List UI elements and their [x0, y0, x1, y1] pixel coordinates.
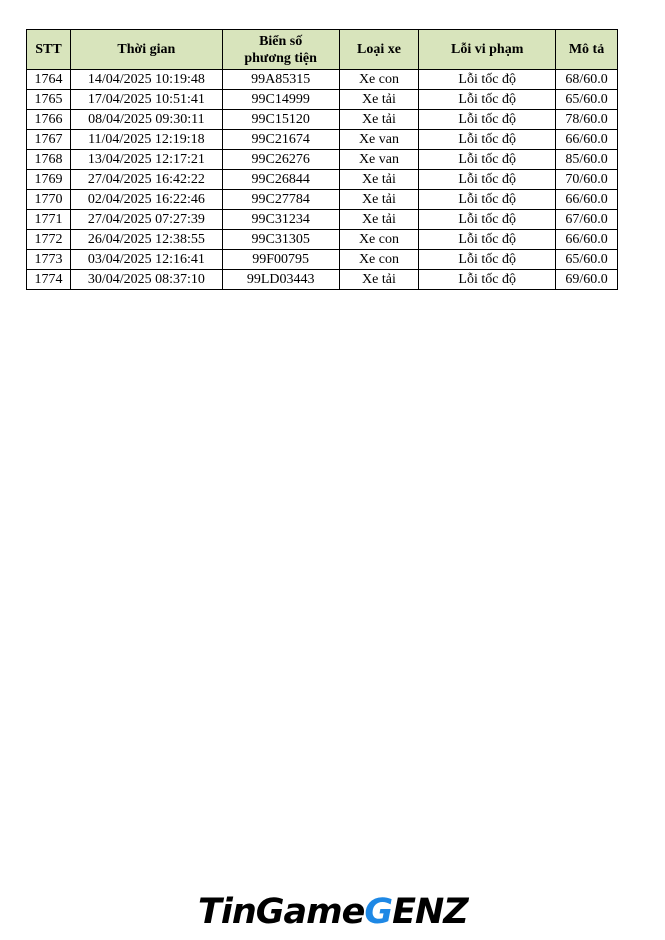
cell-vehicle-type: Xe con: [339, 250, 419, 270]
cell-plate: 99C31234: [222, 210, 339, 230]
cell-vehicle-type: Xe tải: [339, 170, 419, 190]
cell-stt: 1773: [27, 250, 71, 270]
cell-time: 03/04/2025 12:16:41: [70, 250, 222, 270]
cell-plate: 99LD03443: [222, 270, 339, 290]
cell-violation: Lỗi tốc độ: [419, 130, 556, 150]
cell-vehicle-type: Xe van: [339, 130, 419, 150]
cell-vehicle-type: Xe tải: [339, 190, 419, 210]
column-header-violation: Lỗi vi phạm: [419, 30, 556, 70]
violations-table: [26, 29, 618, 290]
cell-description: 66/60.0: [556, 130, 618, 150]
cell-plate: 99F00795: [222, 250, 339, 270]
cell-stt: 1771: [27, 210, 71, 230]
cell-time: 27/04/2025 07:27:39: [70, 210, 222, 230]
site-logo: [198, 890, 468, 934]
cell-vehicle-type: Xe tải: [339, 90, 419, 110]
column-header-description: Mô tả: [556, 30, 618, 70]
cell-violation: Lỗi tốc độ: [419, 150, 556, 170]
cell-violation: Lỗi tốc độ: [419, 70, 556, 90]
cell-description: 65/60.0: [556, 250, 618, 270]
cell-description: 66/60.0: [556, 190, 618, 210]
cell-time: 27/04/2025 16:42:22: [70, 170, 222, 190]
cell-stt: 1770: [27, 190, 71, 210]
cell-plate: 99C14999: [222, 90, 339, 110]
cell-violation: Lỗi tốc độ: [419, 110, 556, 130]
cell-time: 17/04/2025 10:51:41: [70, 90, 222, 110]
cell-time: 11/04/2025 12:19:18: [70, 130, 222, 150]
cell-time: 14/04/2025 10:19:48: [70, 70, 222, 90]
cell-vehicle-type: Xe con: [339, 230, 419, 250]
table-header: [27, 30, 618, 70]
cell-plate: 99C31305: [222, 230, 339, 250]
cell-time: 26/04/2025 12:38:55: [70, 230, 222, 250]
cell-stt: 1767: [27, 130, 71, 150]
table-row: [27, 210, 618, 230]
cell-violation: Lỗi tốc độ: [419, 230, 556, 250]
cell-description: 65/60.0: [556, 90, 618, 110]
column-header-vehicle-type: Loại xe: [339, 30, 419, 70]
cell-vehicle-type: Xe tải: [339, 270, 419, 290]
cell-description: 66/60.0: [556, 230, 618, 250]
cell-violation: Lỗi tốc độ: [419, 210, 556, 230]
cell-stt: 1772: [27, 230, 71, 250]
cell-description: 78/60.0: [556, 110, 618, 130]
table-row: [27, 230, 618, 250]
cell-violation: Lỗi tốc độ: [419, 90, 556, 110]
cell-description: 68/60.0: [556, 70, 618, 90]
cell-time: 13/04/2025 12:17:21: [70, 150, 222, 170]
cell-stt: 1765: [27, 90, 71, 110]
cell-stt: 1764: [27, 70, 71, 90]
cell-description: 67/60.0: [556, 210, 618, 230]
cell-vehicle-type: Xe tải: [339, 110, 419, 130]
cell-vehicle-type: Xe con: [339, 70, 419, 90]
table-row: [27, 90, 618, 110]
table-row: [27, 190, 618, 210]
cell-violation: Lỗi tốc độ: [419, 250, 556, 270]
cell-description: 69/60.0: [556, 270, 618, 290]
cell-description: 70/60.0: [556, 170, 618, 190]
cell-plate: 99C26844: [222, 170, 339, 190]
column-header-stt: STT: [27, 30, 71, 70]
cell-time: 02/04/2025 16:22:46: [70, 190, 222, 210]
cell-time: 30/04/2025 08:37:10: [70, 270, 222, 290]
cell-plate: 99C26276: [222, 150, 339, 170]
column-header-plate: Biển số phương tiện: [222, 30, 339, 70]
table-row: [27, 130, 618, 150]
logo-text-accent: G: [364, 892, 393, 932]
table-body: [27, 70, 618, 290]
table-row: [27, 110, 618, 130]
cell-stt: 1774: [27, 270, 71, 290]
table-row: [27, 250, 618, 270]
cell-plate: 99A85315: [222, 70, 339, 90]
table-row: [27, 170, 618, 190]
cell-vehicle-type: Xe van: [339, 150, 419, 170]
cell-stt: 1766: [27, 110, 71, 130]
cell-time: 08/04/2025 09:30:11: [70, 110, 222, 130]
cell-stt: 1769: [27, 170, 71, 190]
logo-text-end: ENZ: [392, 892, 468, 932]
cell-plate: 99C15120: [222, 110, 339, 130]
table-row: [27, 150, 618, 170]
table-row: [27, 70, 618, 90]
cell-stt: 1768: [27, 150, 71, 170]
cell-violation: Lỗi tốc độ: [419, 190, 556, 210]
cell-plate: 99C27784: [222, 190, 339, 210]
header-row: [27, 30, 618, 70]
cell-vehicle-type: Xe tải: [339, 210, 419, 230]
column-header-time: Thời gian: [70, 30, 222, 70]
cell-violation: Lỗi tốc độ: [419, 270, 556, 290]
cell-description: 85/60.0: [556, 150, 618, 170]
logo-text-main: TinGame: [198, 892, 365, 932]
cell-plate: 99C21674: [222, 130, 339, 150]
cell-violation: Lỗi tốc độ: [419, 170, 556, 190]
table-row: [27, 270, 618, 290]
